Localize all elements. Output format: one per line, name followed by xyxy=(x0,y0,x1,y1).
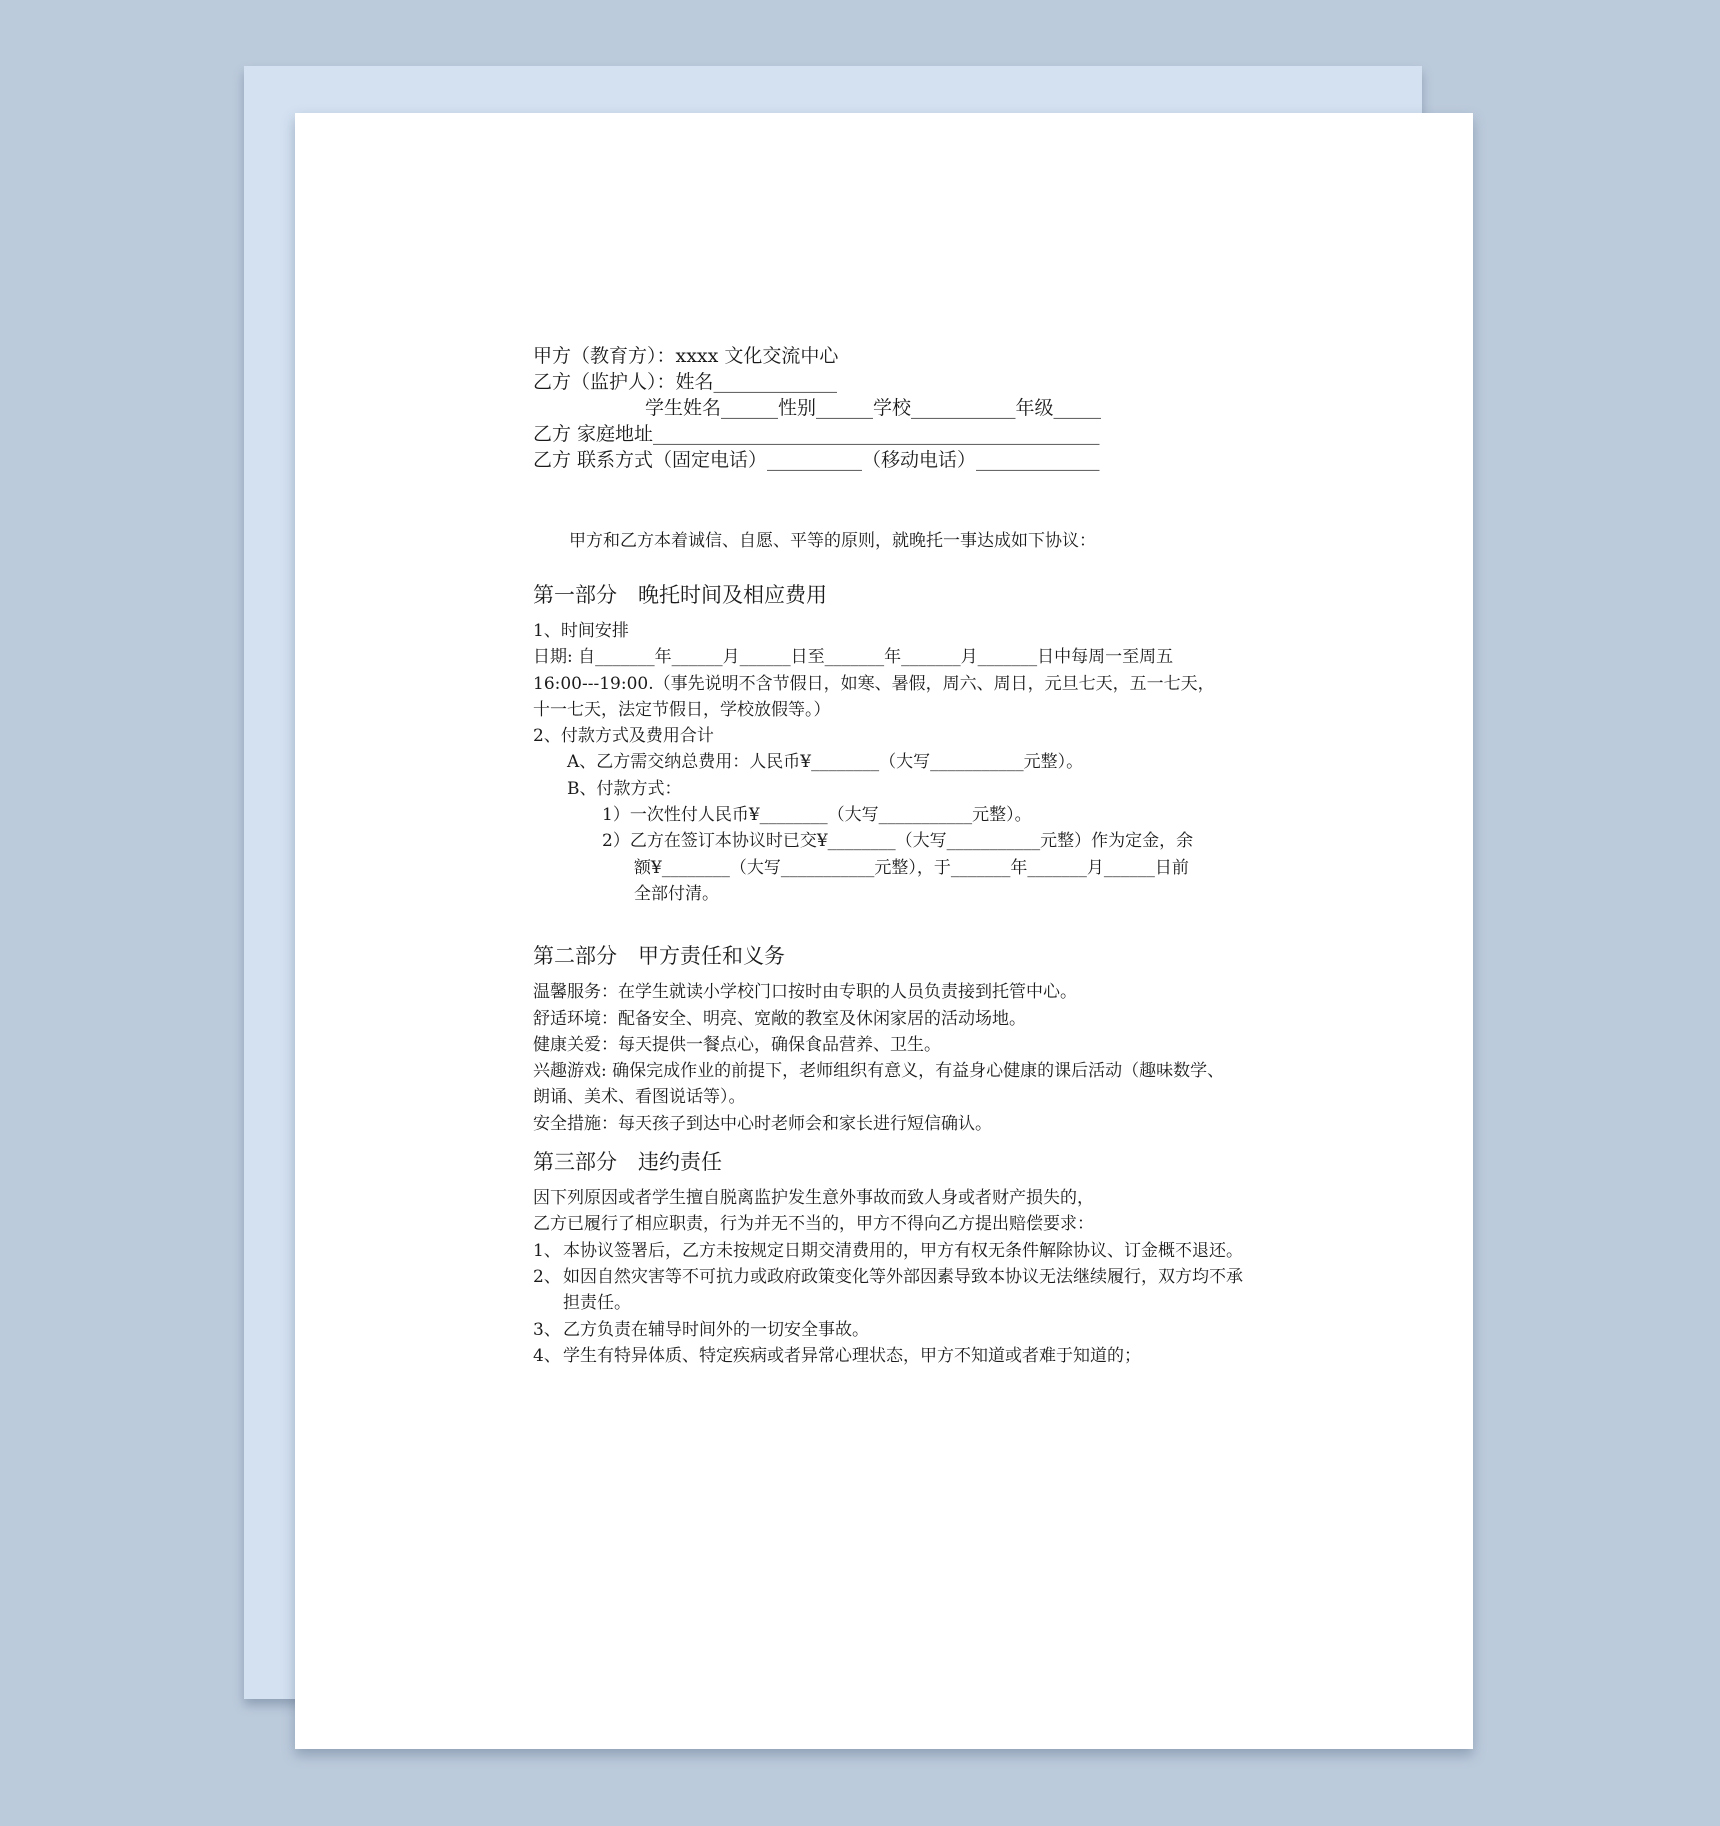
document-body xyxy=(533,343,1243,1369)
list-item-number: 3、 xyxy=(533,1319,561,1340)
part1-item1-heading: 1、时间安排 xyxy=(533,621,629,641)
part2-line: 安全措施：每天孩子到达中心时老师会和家长进行短信确认。 xyxy=(533,1113,992,1134)
part1-item2-heading: 2、付款方式及费用合计 xyxy=(533,726,714,747)
list-item-number: 4、 xyxy=(533,1345,561,1366)
part1-item1-line2: 16:00---19:00.（事先说明不含节假日，如寒、暑假，周六、周日，元旦七天，五一七天， xyxy=(533,673,1215,694)
list-item-text: 乙方负责在辅导时间外的一切安全事故。 xyxy=(563,1319,869,1340)
part1-item2-b: B、付款方式： xyxy=(567,778,682,799)
part2-line: 舒适环境：配备安全、明亮、宽敞的教室及休闲家居的活动场地。 xyxy=(533,1008,1026,1029)
list-item-number: 1、 xyxy=(533,1240,561,1261)
part1-item2-b1: 1）一次性付人民币¥________（大写___________元整）。 xyxy=(602,805,1032,826)
party-b-contact-line: 乙方 联系方式（固定电话）__________（移动电话）_____________ xyxy=(533,449,1100,471)
document-page xyxy=(295,113,1473,1749)
party-b-address-line: 乙方 家庭地址_______________________________________________ xyxy=(533,423,1100,445)
part1-item2-b2-line2: 额¥________（大写___________元整），于_______年_______月______日前 xyxy=(634,857,1189,878)
part1-item2-b2-line3: 全部付清。 xyxy=(634,883,719,904)
part3-title: 第三部分 违约责任 xyxy=(533,1150,722,1175)
part2-title: 第二部分 甲方责任和义务 xyxy=(533,944,785,969)
part3-intro-line1: 因下列原因或者学生擅自脱离监护发生意外事故而致人身或者财产损失的， xyxy=(533,1188,1094,1209)
party-b-guardian-line: 乙方（监护人）：姓名_____________ xyxy=(533,371,838,393)
part3-intro-line2: 乙方已履行了相应职责，行为并无不当的，甲方不得向乙方提出赔偿要求： xyxy=(533,1214,1094,1235)
part2-line: 温馨服务：在学生就读小学校门口按时由专职的人员负责接到托管中心。 xyxy=(533,982,1077,1003)
part1-item1-line1: 日期: 自_______年______月______日至_______年_______月_______日中每周一至周五 xyxy=(533,647,1174,668)
student-info-line: 学生姓名______性别______学校___________年级_____ xyxy=(645,397,1102,419)
list-item xyxy=(533,1264,1243,1317)
list-item-number: 2、 xyxy=(533,1266,561,1287)
list-item-text: 如因自然灾害等不可抗力或政府政策变化等外部因素导致本协议无法继续履行，双方均不承担责任。 xyxy=(563,1266,1243,1314)
part2-line: 兴趣游戏: 确保完成作业的前提下，老师组织有意义，有益身心健康的课后活动（趣味数学、 xyxy=(533,1061,1225,1082)
part2-line: 朗诵、美术、看图说话等）。 xyxy=(533,1087,746,1108)
list-item-text: 学生有特异体质、特定疾病或者异常心理状态，甲方不知道或者难于知道的； xyxy=(563,1345,1141,1366)
part2-line: 健康关爱：每天提供一餐点心，确保食品营养、卫生。 xyxy=(533,1034,941,1055)
part1-title: 第一部分 晚托时间及相应费用 xyxy=(533,583,827,607)
part1-item2-a: A、乙方需交纳总费用：人民币¥________（大写___________元整）。 xyxy=(567,752,1084,773)
part1-item2-b2-line1: 2）乙方在签订本协议时已交¥________（大写___________元整）作为定金，余 xyxy=(602,831,1194,852)
party-a-line: 甲方（教育方）：xxxx 文化交流中心 xyxy=(533,345,839,367)
part1-item1-line3: 十一七天，法定节假日，学校放假等。） xyxy=(533,699,831,720)
intro-paragraph: 甲方和乙方本着诚信、自愿、平等的原则，就晚托一事达成如下协议： xyxy=(569,531,1096,551)
list-item xyxy=(533,1317,1243,1343)
list-item-text: 本协议签署后，乙方未按规定日期交清费用的，甲方有权无条件解除协议、订金概不退还。 xyxy=(563,1240,1243,1261)
list-item xyxy=(533,1238,1243,1264)
list-item xyxy=(533,1343,1243,1369)
spacer xyxy=(533,473,1243,528)
